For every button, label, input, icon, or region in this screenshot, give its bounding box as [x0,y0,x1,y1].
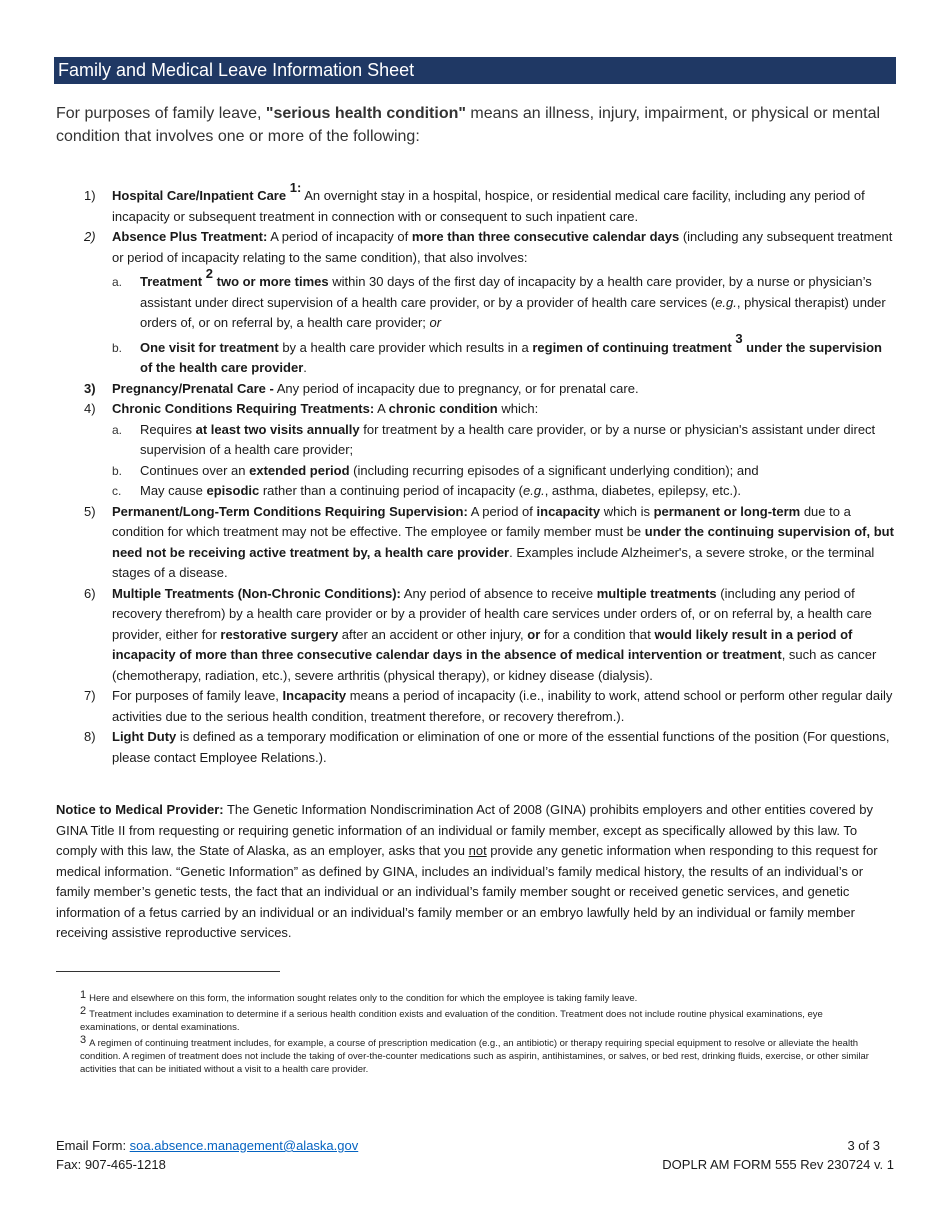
footnote-divider [56,971,280,972]
list-item: 2) Absence Plus Treatment: A period of incapacity of more than three consecutive calendar days (including any subsequent treatment or period of incapacity relating to the same condition), that also involves: [84,229,893,265]
footnote: 1 Here and elsewhere on this form, the information sought relates only to the condition for which the employee is taking family leave. [80,989,638,1004]
list-subitem: b. One visit for treatment by a health care provider which results in a regimen of continuing treatment $^3$ under the supervision of the health care provider. [112,331,882,375]
list-item: 7) For purposes of family leave, Incapacity means a period of incapacity (i.e., inability to work, attend school or perform other regular daily activities due to the serious health condition, treatment therefore, or recovery therefrom.). [84,688,893,724]
list-item: 8) Light Duty is defined as a temporary modification or elimination of one or more of the essential functions of the position (For questions, please contact Employee Relations.). [84,729,890,765]
footnotes [80,989,870,1079]
notice-to-medical-provider: Notice to Medical Provider: The Genetic Information Nondiscrimination Act of 2008 (GINA) prohibits employers and other entities covered by GINA Title II from requesting or requiring genetic information of an individual or family member, except as specifically allowed by this law. To comply with this law, the State of Alaska, as an employer, asks that you not provide any genetic information when responding to this request for medical information. “Genetic Information” as defined by GINA, includes an individual’s family medical history, the results of an individual’s or family member’s genetic tests, the fact that an individual or an individual’s family member sought or received genetic services, and genetic information of a fetus carried by an individual or an individual’s family member or an embryo lawfully held by an individual or family member receiving assistive reproductive services. [56,802,878,940]
footnote-ref: 1: [289,179,302,195]
footnote: 3 A regimen of continuing treatment includes, for example, a course of prescription medication (e.g., an antibiotic) or therapy requiring special equipment to resolve or alleviate the health condition. A regimen of treatment does not include the taking of over-the-counter medications such as aspirin, antihistamines, or salves, or bed rest, drinking fluids, exercise, or other similar activities that can be initiated without a visit to a health care provider. [80,1034,869,1075]
footnote-ref: 2 [205,265,213,281]
list-subitem: c. May cause episodic rather than a continuing period of incapacity (e.g., asthma, diabetes, epilepsy, etc.). [112,483,742,498]
page-title: Family and Medical Leave Information Sheet [54,57,896,84]
footnote-ref: 3 [735,331,743,347]
list-item: 3) Pregnancy/Prenatal Care - Any period of incapacity due to pregnancy, or for prenatal care. [84,380,639,396]
footer-form-info [662,1136,894,1174]
list-item: 6) Multiple Treatments (Non-Chronic Conditions): Any period of absence to receive multiple treatments (including any period of recovery therefrom) by a health care provider or by a provider of health care services under orders of, or on referral by, a health care provider, either for restorative surgery after an accident or other injury, or for a condition that would likely result in a period of incapacity of more than three consecutive calendar days in the absence of medical intervention or treatment, such as cancer (chemotherapy, radiation, etc.), severe arthritis (physical therapy), or kidney disease (dialysis). [84,585,877,683]
footer-contact: Email Form: soa.absence.management@alaska.gov Fax: 907-465-1218 [56,1138,359,1172]
form-id: DOPLR AM FORM 555 Rev 230724 v. 1 [662,1157,894,1172]
list-subitem: a. Requires at least two visits annually for treatment by a health care provider, or by a nurse or physician's assistant under direct supervision of a health care provider; [112,421,876,457]
list-item: 4) Chronic Conditions Requiring Treatments: A chronic condition which: [84,401,539,416]
page-number: 3 of 3 [847,1138,880,1153]
intro-paragraph: For purposes of family leave, "serious health condition" means an illness, injury, impairment, or physical or mental condition that involves one or more of the following: [56,105,881,145]
list-subitem: b. Continues over an extended period (including recurring episodes of a significant underlying condition); and [112,462,759,478]
list-item: 1) Hospital Care/Inpatient Care $^{1:}$ An overnight stay in a hospital, hospice, or residential medical care facility, including any period of incapacity or subsequent treatment in connection with or consequent to such inpatient care. [84,179,865,224]
list-subitem: a. Treatment $^2$ two or more times within 30 days of the first day of incapacity by a health care provider, by a nurse or physician’s assistant under direct supervision of a health care provider, or by a provider of health care services (e.g., physical therapist) under orders of, or on referral by, a health care provider; or [112,265,886,330]
footnote: 2 Treatment includes examination to determine if a serious health condition exists and evaluation of the condition. Treatment does not include routine physical examinations, eye examinations, or dental examinations. [80,1005,823,1033]
email-link[interactable]: soa.absence.management@alaska.gov [129,1138,359,1153]
fax-number: Fax: 907-465-1218 [56,1157,166,1172]
condition-list [84,179,896,768]
list-item: 5) Permanent/Long-Term Conditions Requiring Supervision: A period of incapacity which is permanent or long-term due to a condition for which treatment may not be effective. The employee or family member must be under the continuing supervision of, but need not be receiving active treatment by, a health care provider. Examples include Alzheimer's, a severe stroke, or the terminal stages of a disease. [84,503,894,580]
